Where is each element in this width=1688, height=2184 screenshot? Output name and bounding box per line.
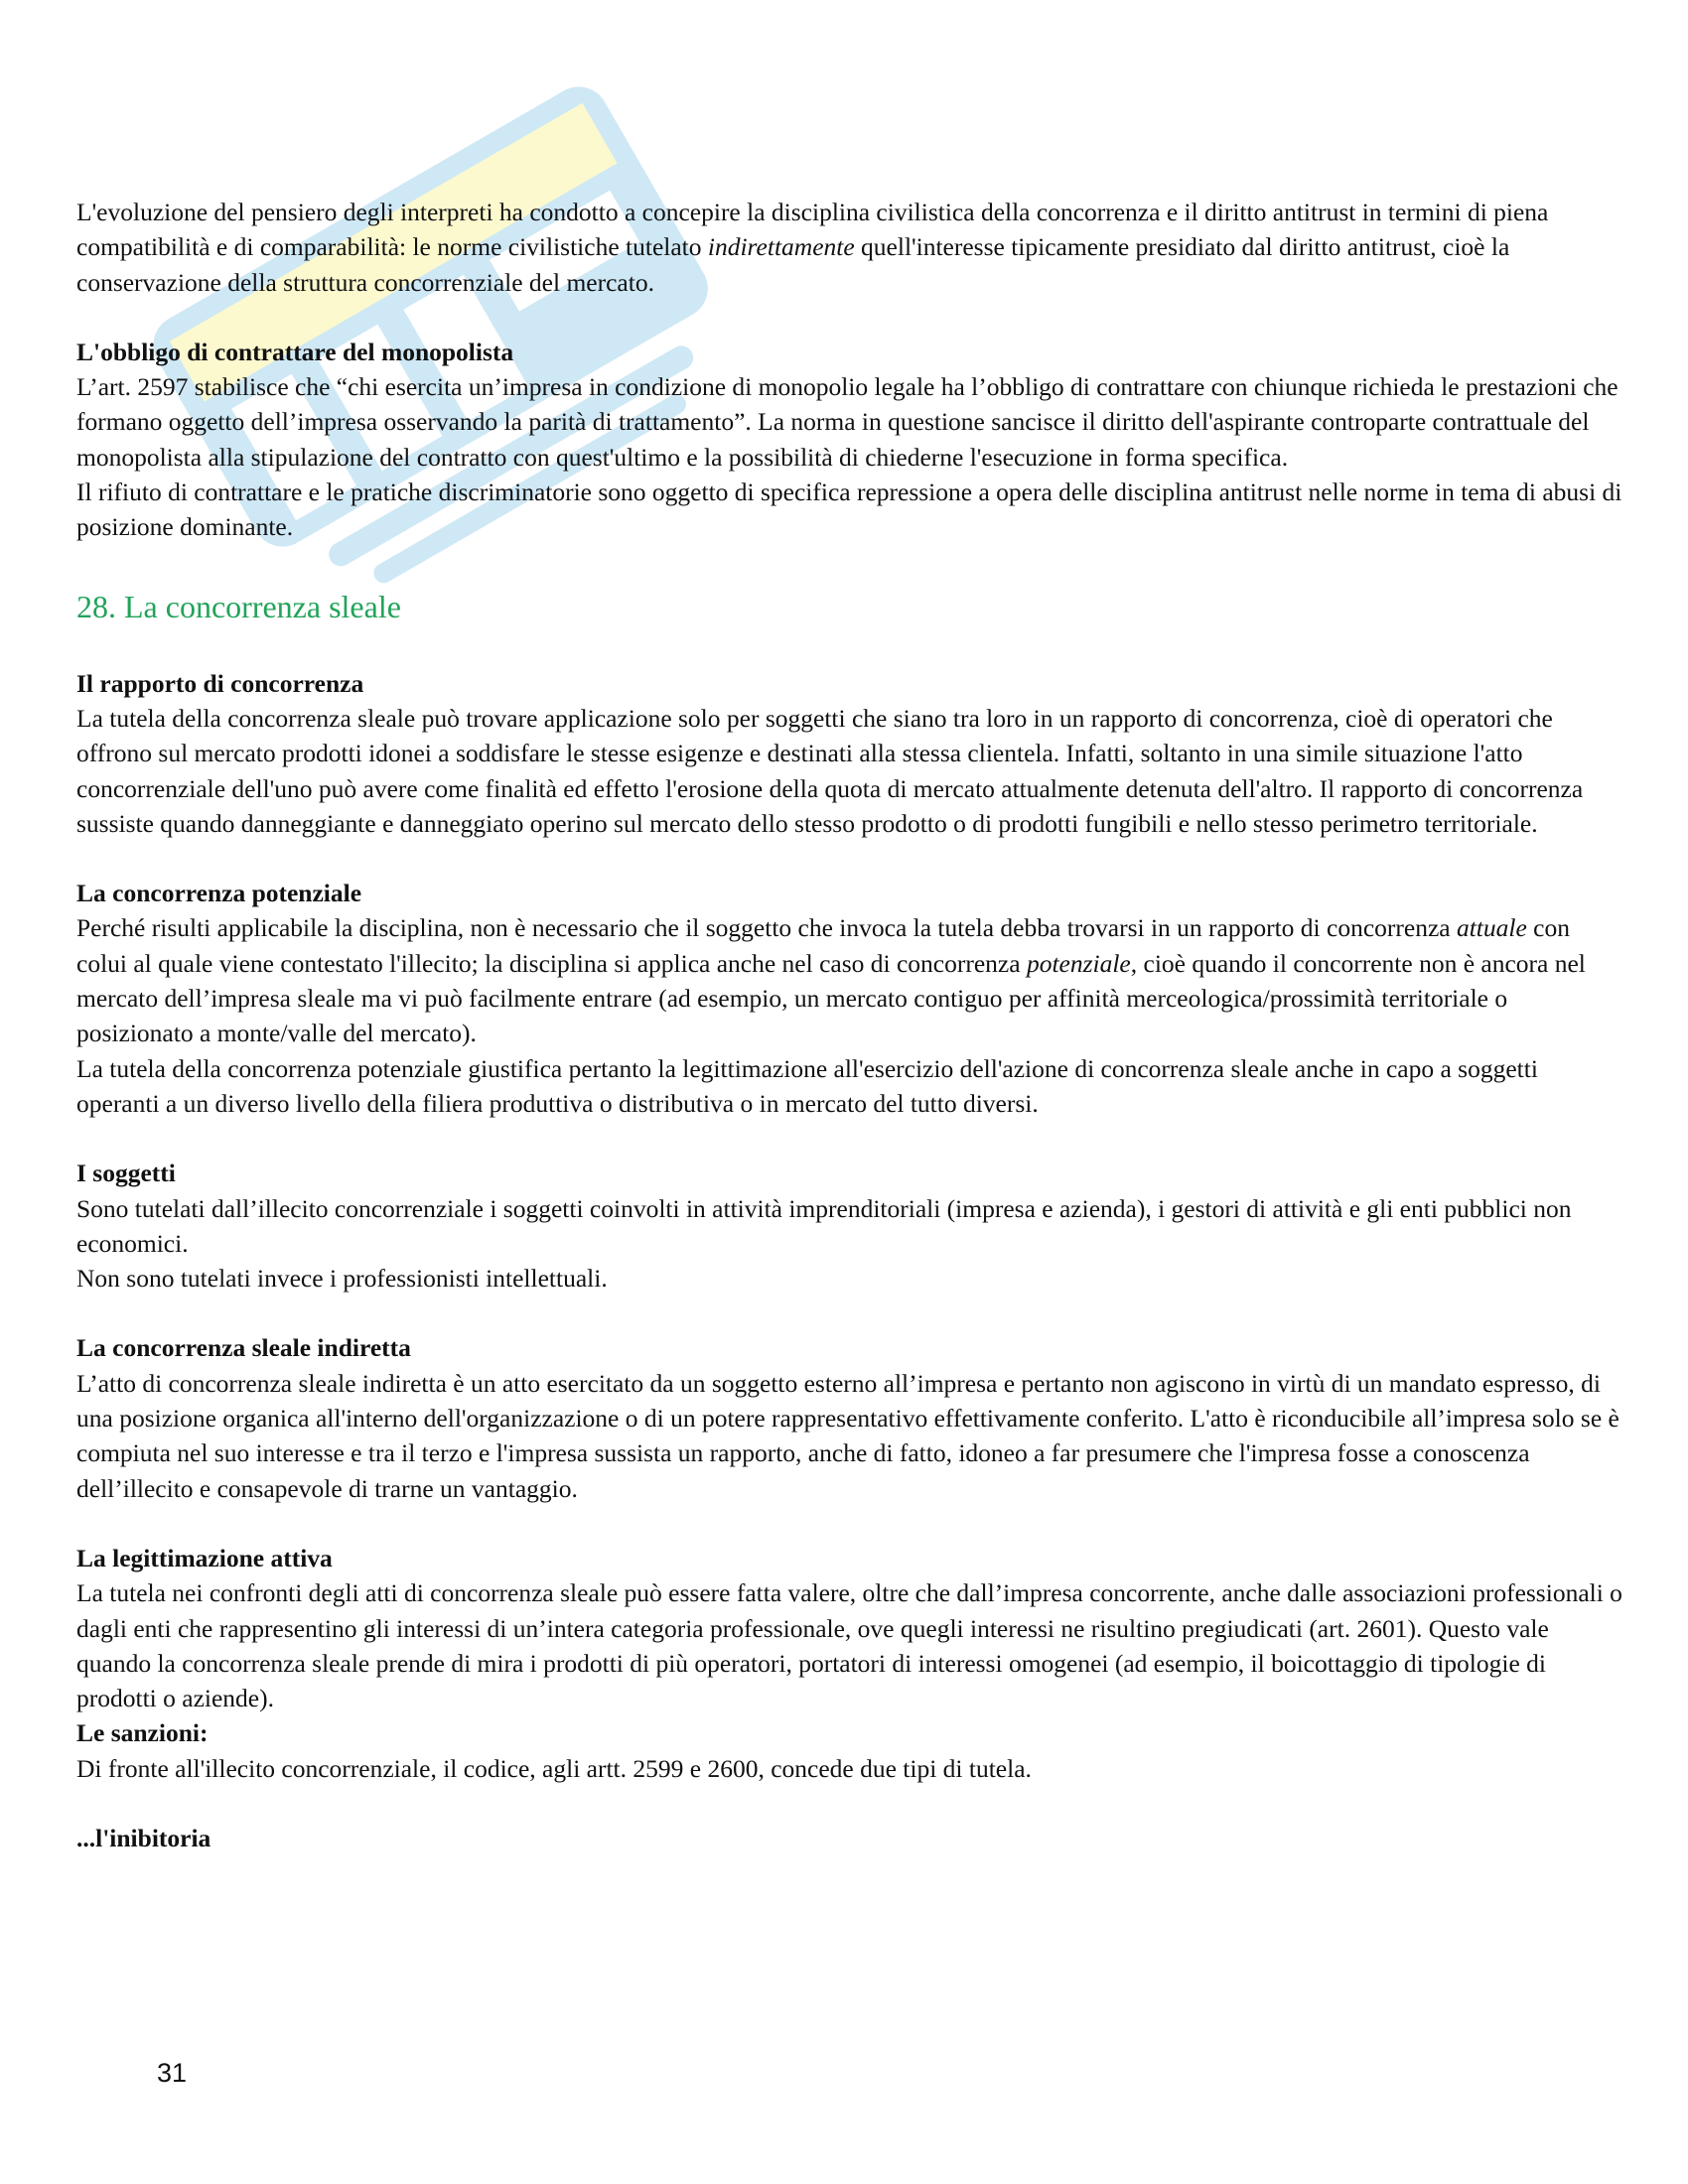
paragraph-indiretta: L’atto di concorrenza sleale indiretta è un atto esercitato da un soggetto esterno all’impresa e pertanto non agiscono in virtù di un mandato espresso, di una posizione organica all'interno dell'organizzazione o di un potere rappresentativo effettivamente conferito. L'atto è riconducibile all’impresa solo se è compiuta nel suo interesse e tra il terzo e l'impresa sussista un rapporto, anche di fatto, idoneo a far presumere che l'impresa fosse a conoscenza dell’illecito e consapevole di trarne un vantaggio. (76, 1368, 1619, 1503)
document-page (76, 195, 1625, 1855)
paragraph-legittimazione: La tutela nei confronti degli atti di concorrenza sleale può essere fatta valere, oltre che dall’impresa concorrente, anche dalle associazioni professionali o dagli enti che rappresentino gli interessi di un’intera categoria professionale, ove quegli interessi ne risultino pregiudicati (art. 2601). Questo vale quando la concorrenza sleale prende di mira i prodotti di più operatori, portatori di interessi omogenei (ad esempio, il boicottaggio di tipologie di prodotti o aziende). (76, 1578, 1622, 1713)
section-title: 28. La concorrenza sleale (76, 588, 401, 624)
heading-rapporto-concorrenza: Il rapporto di concorrenza (76, 668, 364, 698)
paragraph-soggetti-1: Sono tutelati dall’illecito concorrenziale i soggetti coinvolti in attività imprenditoriali (impresa e azienda), i gestori di attività e gli enti pubblici non economici. (76, 1193, 1572, 1258)
heading-concorrenza-indiretta: La concorrenza sleale indiretta (76, 1333, 411, 1363)
heading-obbligo-monopolista: L'obbligo di contrattare del monopolista (76, 337, 514, 366)
heading-concorrenza-potenziale: La concorrenza potenziale (76, 879, 362, 908)
heading-legittimazione-attiva: La legittimazione attiva (76, 1543, 333, 1572)
heading-sanzioni: Le sanzioni: (76, 1718, 209, 1748)
heading-soggetti: I soggetti (76, 1159, 176, 1188)
paragraph-potenziale-1: Perché risulti applicabile la disciplina, non è necessario che il soggetto che invoca la tutela debba trovarsi in un rapporto di concorrenza attuale con colui al quale viene contestato l'illecito; la disciplina si applica anche nel caso di concorrenza potenziale, cioè quando il concorrente non è ancora nel mercato dell’impresa sleale ma vi può facilmente entrare (ad esempio, un mercato contiguo per affinità merceologica/prossimità territoriale o posizionato a monte/valle del mercato). (76, 913, 1586, 1048)
paragraph-sanzioni: Di fronte all'illecito concorrenziale, il codice, agli artt. 2599 e 2600, concede due tipi di tutela. (76, 1753, 1032, 1783)
heading-inibitoria: ...l'inibitoria (76, 1823, 211, 1852)
intro-paragraph: L'evoluzione del pensiero degli interpreti ha condotto a concepire la disciplina civilistica della concorrenza e il diritto antitrust in termini di piena compatibilità e di comparabilità: le norme civilistiche tutelato indirettamente quell'interesse tipicamente presidiato dal diritto antitrust, cioè la conservazione della struttura concorrenziale del mercato. (76, 198, 1549, 297)
paragraph-rapporto: La tutela della concorrenza sleale può trovare applicazione solo per soggetti che siano tra loro in un rapporto di concorrenza, cioè di operatori che offrono sul mercato prodotti idonei a soddisfare le stesse esigenze e destinati alla stessa clientela. Infatti, soltanto in una simile situazione l'atto concorrenziale dell'uno può avere come finalità ed effetto l'erosione della quota di mercato attualmente detenuta dell'altro. Il rapporto di concorrenza sussiste quando danneggiante e danneggiato operino sul mercato dello stesso prodotto o di prodotti fungibili e nello stesso perimetro territoriale. (76, 703, 1584, 838)
paragraph-potenziale-2: La tutela della concorrenza potenziale giustifica pertanto la legittimazione all'esercizio dell'azione di concorrenza sleale anche in capo a soggetti operanti a un diverso livello della filiera produttiva o distributiva o in mercato del tutto diversi. (76, 1053, 1538, 1118)
page-number: 31 (157, 2058, 188, 2088)
paragraph-monopolista-1: L’art. 2597 stabilisce che “chi esercita un’impresa in condizione di monopolio legale ha l’obbligo di contrattare con chiunque richieda le prestazioni che formano oggetto dell’impresa osservando la parità di trattamento”. La norma in questione sancisce il diritto dell'aspirante controparte contrattuale del monopolista alla stipulazione del contratto con quest'ultimo e la possibilità di chiederne l'esecuzione in forma specifica. (76, 372, 1618, 472)
paragraph-soggetti-2: Non sono tutelati invece i professionisti intellettuali. (76, 1264, 608, 1294)
paragraph-monopolista-2: Il rifiuto di contrattare e le pratiche discriminatorie sono oggetto di specifica repressione a opera delle disciplina antitrust nelle norme in tema di abusi di posizione dominante. (76, 478, 1622, 542)
